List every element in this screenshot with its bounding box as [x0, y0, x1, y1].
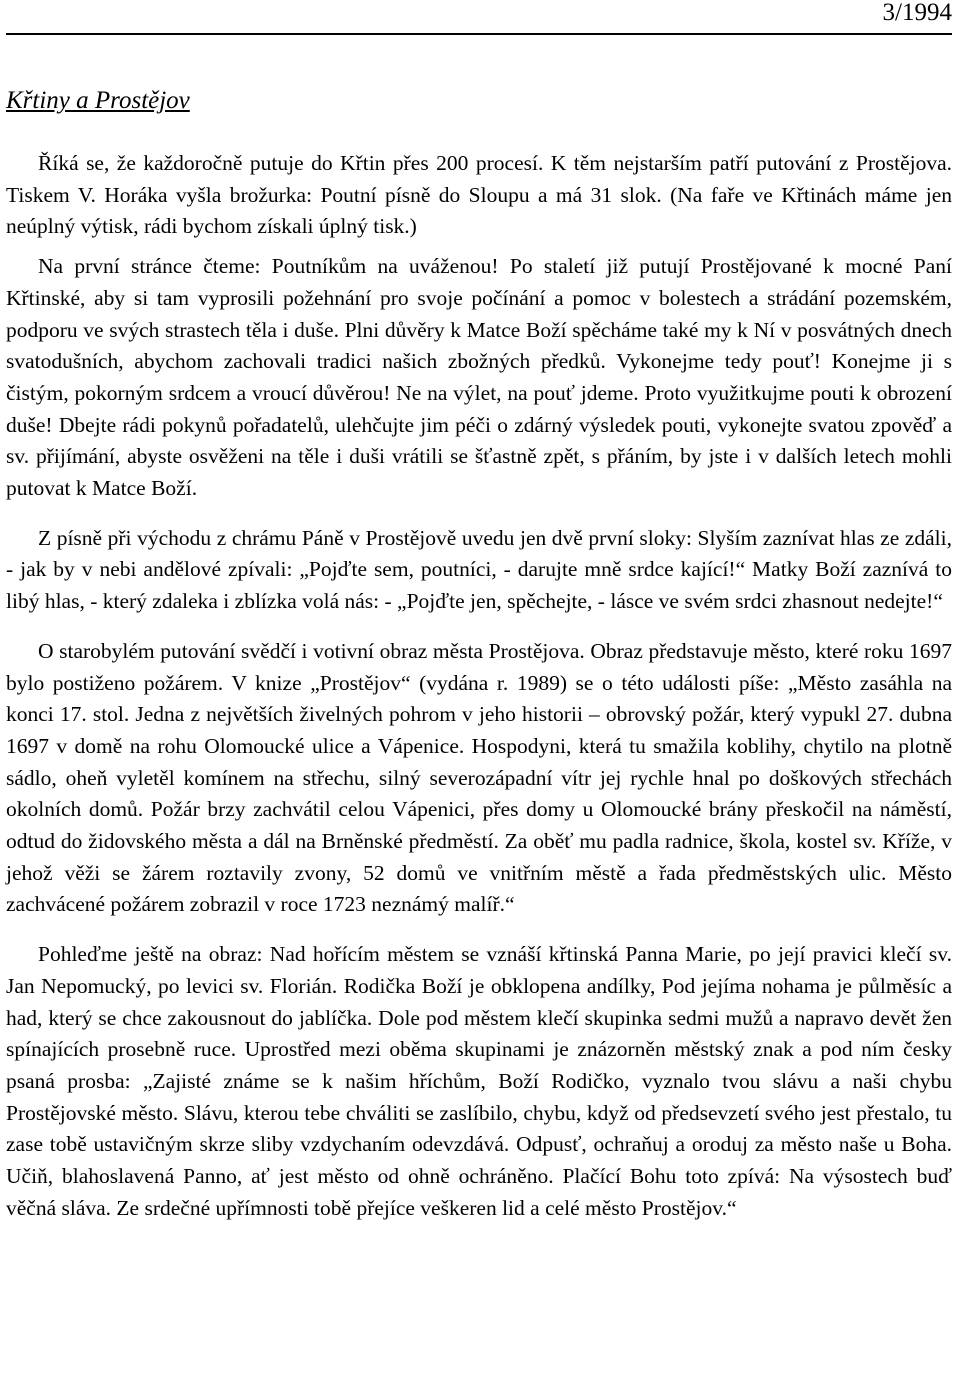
- article-body: [6, 148, 952, 1225]
- paragraph-first-page: Na první stránce čteme: Poutníkům na uváženou! Po staletí již putují Prostějované k mocné Paní Křtinské, aby si tam vyprosili požehnání pro svoje počínání a pomoc v bolestech a strádání pozemském, podporu ve svých strastech těla i duše. Plni důvěry k Matce Boží spěcháme také my k Ní v posvátných dnech svatodušních, abychom zachovali tradici našich zbožných předků. Vykonejme tedy pouť! Konejme ji s čistým, pokorným srdcem a vroucí důvěrou! Ne na výlet, na pouť jdeme. Proto využitkujme pouti k obrození duše! Dbejte rádi pokynů pořadatelů, ulehčujte jim péči o zdárný výsledek pouti, vykonejte svatou zpověď a sv. přijímání, abyste osvěženi na těle i duši vrátili se šťastně zpět, s přáním, by jste i v dalších letech mohli putovat k Matce Boží.: [6, 254, 952, 501]
- paragraph-votive-painting: O starobylém putování svědčí i votivní obraz města Prostějova. Obraz představuje město, které roku 1697 bylo postiženo požárem. V knize „Prostějov“ (vydána r. 1989) se o této události píše: „Město zasáhla na konci 17. stol. Jedna z největších živelných pohrom v jeho historii – obrovský požár, který vypukl 27. dubna 1697 v domě na rohu Olomoucké ulice a Vápenice. Hospodyni, která tu smažila koblihy, chytilo na plotně sádlo, oheň vyletěl komínem na střechu, silný severozápadní vítr jej rychle hnal po doškových střechách okolních domů. Požár brzy zachvátil celou Vápenici, přes domy u Olomoucké brány přeskočil na náměstí, odtud do židovského města a dál na Brněnské předměstí. Za oběť mu padla radnice, škola, kostel sv. Kříže, v jehož věži se žárem roztavily zvony, 52 domů ve vnitřním městě a řada předměstských ulic. Město zachvácené požárem zobrazil v roce 1723 neznámý malíř.“: [6, 638, 952, 917]
- paragraph-intro: Říká se, že každoročně putuje do Křtin přes 200 procesí. K těm nejstarším patří putování z Prostějova. Tiskem V. Horáka vyšla brožurka: Poutní písně do Sloupu a má 31 slok. (Na faře ve Křtinách máme jen neúplný výtisk, rádi bychom získali úplný tisk.): [6, 151, 952, 239]
- article-title: Křtiny a Prostějov: [6, 87, 190, 114]
- header-rule: [6, 33, 952, 35]
- issue-number: 3/1994: [882, 0, 952, 26]
- paragraph-painting-description: Pohleďme ještě na obraz: Nad hořícím městem se vznáší křtinská Panna Marie, po její pravici klečí sv. Jan Nepomucký, po levici sv. Florián. Rodička Boží je obklopena andílky, Pod jejíma nohama je půlměsíc a had, který se chce zakousnout do jablíčka. Dole pod městem klečí skupinka sedmi mužů a napravo devět žen spínajících prosebně ruce. Uprostřed mezi oběma skupinami je znázorněn městský znak a pod ním česky psaná prosba: „Zajisté známe se k našim hříchům, Boží Rodičko, vyznalo tvou slávu a naši chybu Prostějovské město. Slávu, kterou tebe chváliti se zaslíbilo, chybu, když od předsevzetí svého jest přestalo, tu zase tobě ustavičným skrze sliby vzdychaním odevzdává. Odpusť, ochraňuj a oroduj za město naše u Boha. Učiň, blahoslavená Panno, ať jest město od ohně ochráněno. Plačící Bohu toto zpívá: Na výsostech buď věčná sláva. Ze srdečné upřímnosti tobě přejíce veškeren lid a celé město Prostějov.“: [6, 942, 952, 1220]
- paragraph-song: Z písně při východu z chrámu Páně v Prostějově uvedu jen dvě první sloky: Slyším zaznívat hlas ze zdáli, - jak by v nebi andělové zpívali: „Pojďte sem, poutníci, - darujte mně srdce kající!“ Matky Boží zaznívá to libý hlas, - který zdaleka i zblízka volá nás: - „Pojďte jen, spěchejte, - lásce ve svém srdci zhasnout nedejte!“: [6, 525, 952, 614]
